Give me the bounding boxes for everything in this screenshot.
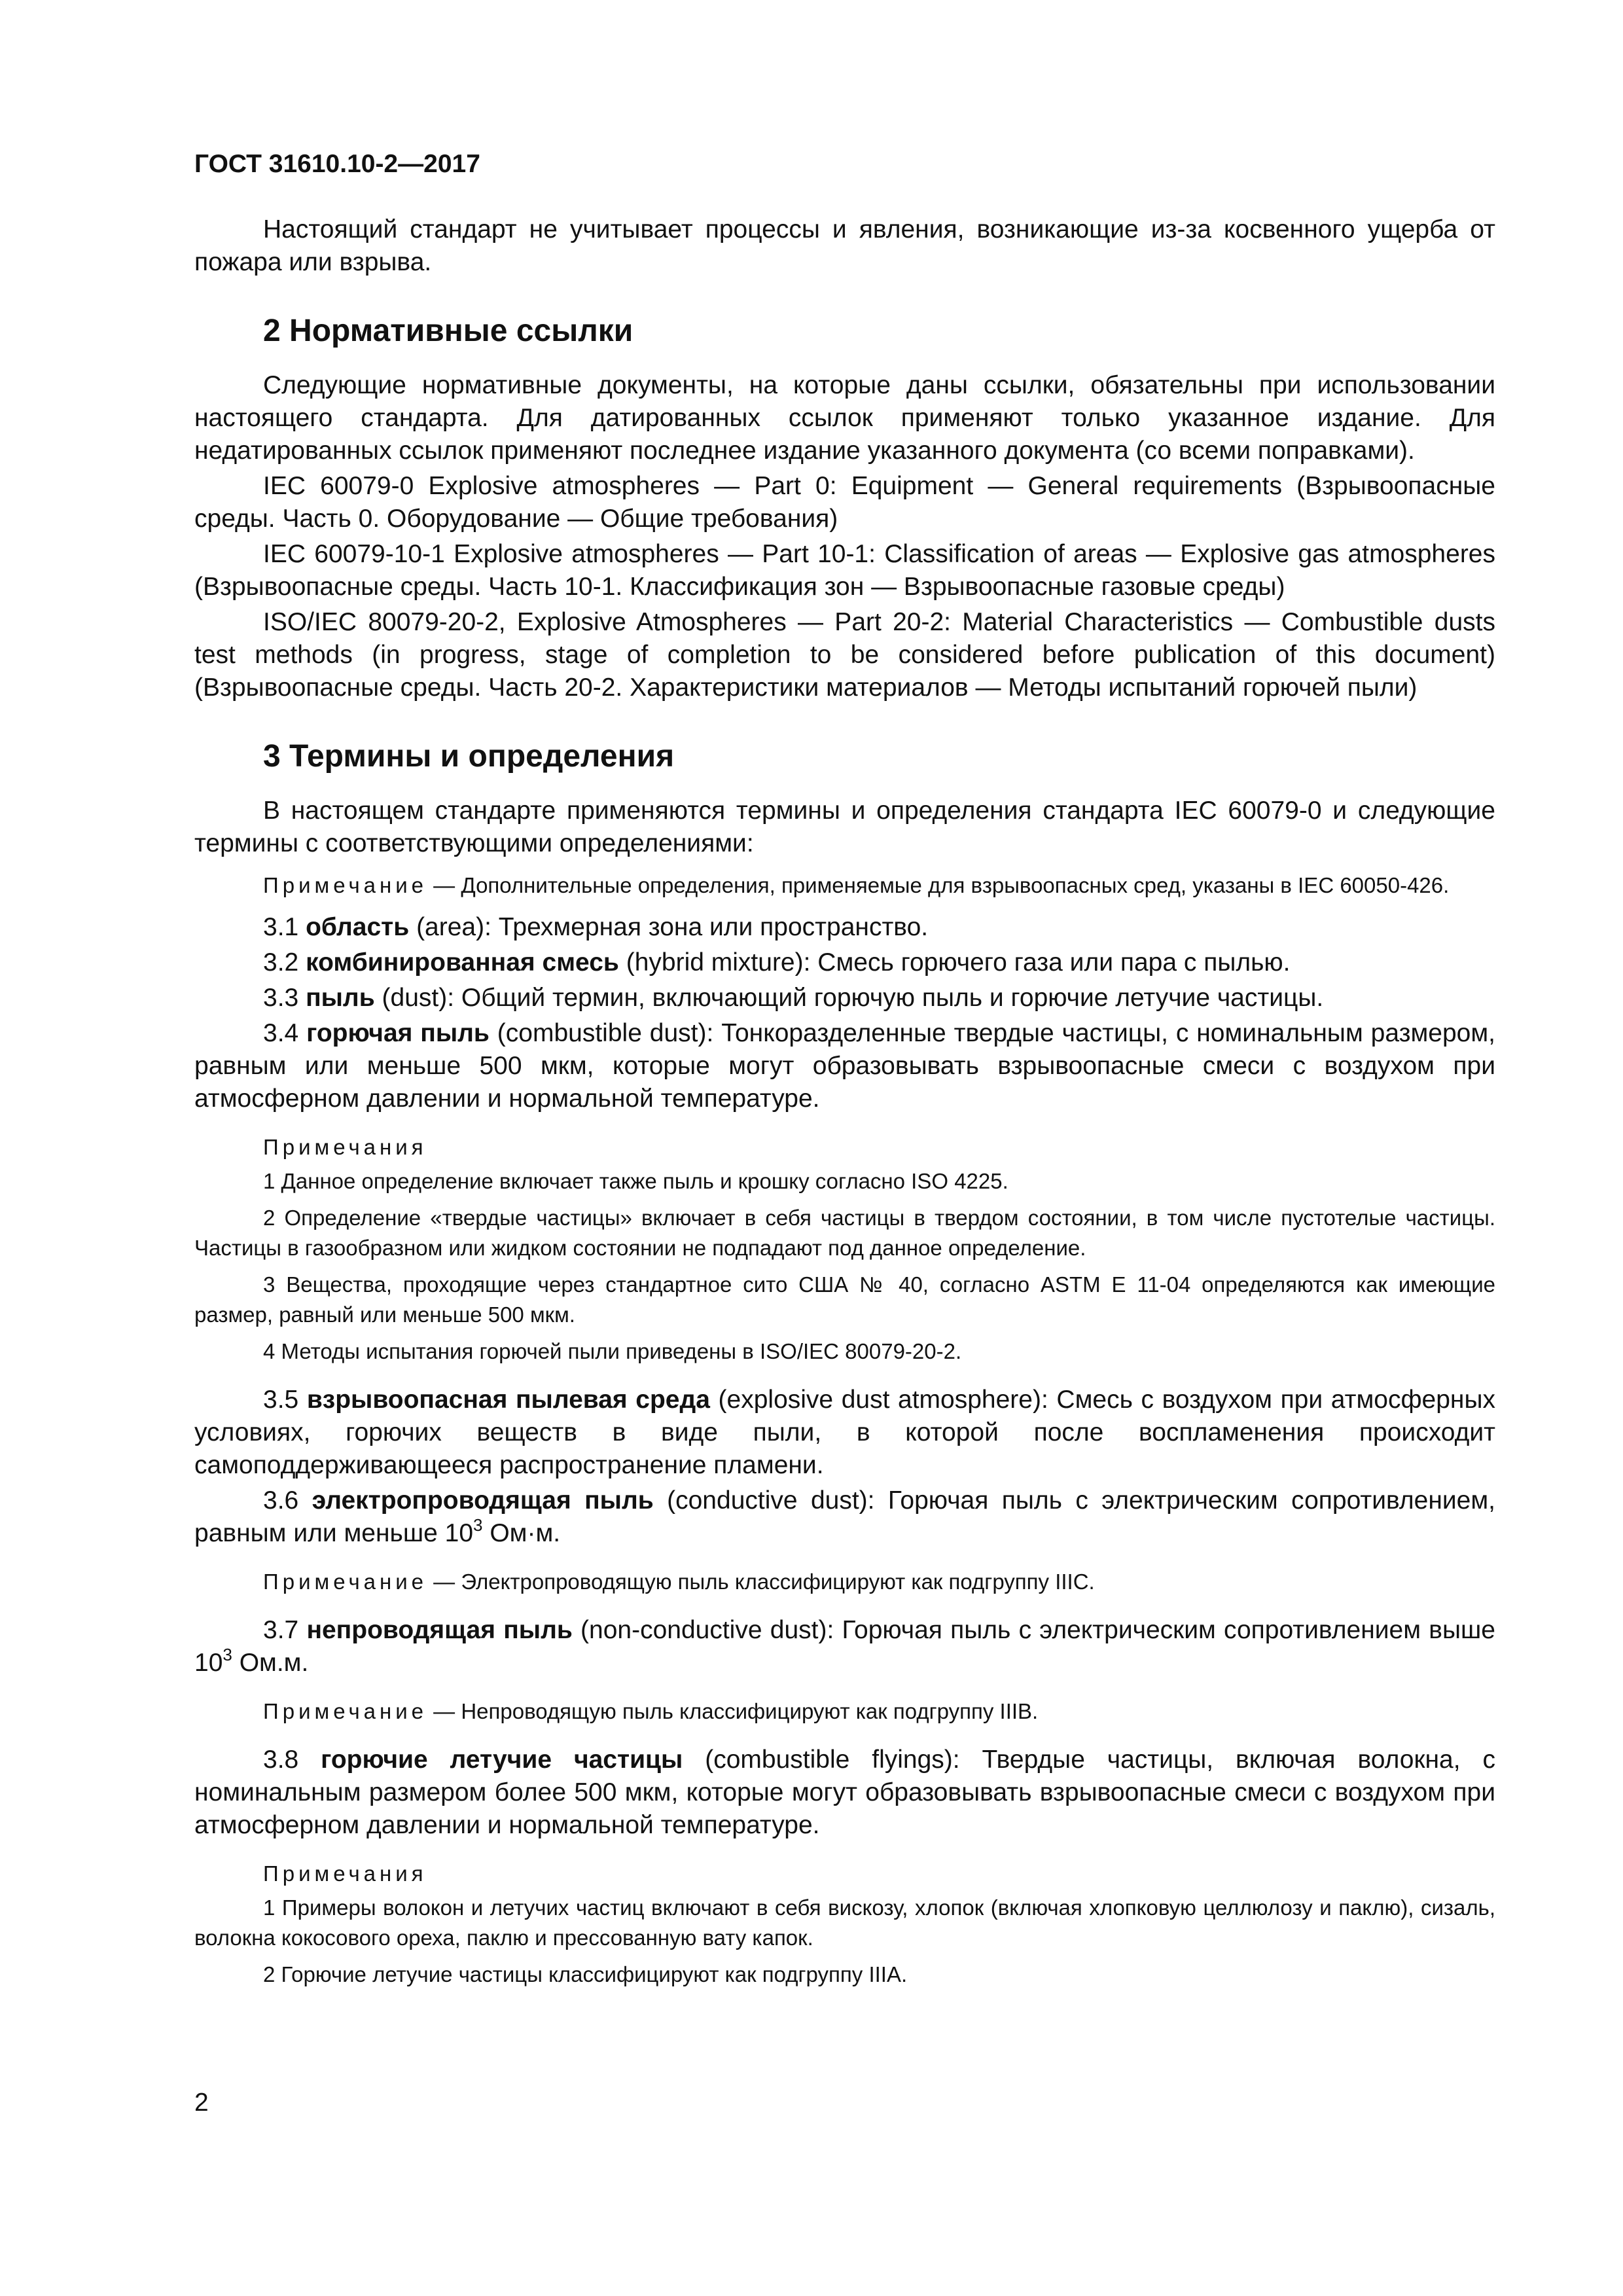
term-number: 3.6 [263, 1486, 312, 1515]
term-name: область [306, 913, 410, 941]
notes-heading: Примечания [263, 1135, 427, 1159]
term-number: 3.3 [263, 984, 306, 1012]
intro-paragraph: Настоящий стандарт не учитывает процессы и явления, возникающие из-за косвенного ущерба от пожара или взрыва. [194, 215, 1495, 276]
term-number: 3.1 [263, 913, 306, 941]
term-3-6 [194, 1484, 1495, 1550]
superscript: 3 [473, 1515, 483, 1535]
term-name: непроводящая пыль [306, 1616, 573, 1644]
term-name: пыль [306, 984, 375, 1012]
section-3-heading: 3 Термины и определения [263, 739, 675, 774]
term-3-1 [194, 911, 1495, 944]
reference-item: ISO/IEC 80079-20-2, Explosive Atmospheres — Part 20-2: Material Characteristics — Combustible dusts test methods (in progress, stage of completion to be considered before publication of this document) (Взрывоопасные среды. Часть 20-2. Характеристики материалов — Методы испытаний горючей пыли) [194, 608, 1495, 702]
term-number: 3.7 [263, 1616, 307, 1644]
term-3-7 [194, 1614, 1495, 1679]
reference-item: IEC 60079-10-1 Explosive atmospheres — Part 10-1: Classification of areas — Explosive gas atmospheres (Взрывоопасные среды. Часть 10-1. Классификация зон — Взрывоопасные газовые среды) [194, 540, 1495, 601]
term-name: горючие летучие частицы [321, 1746, 683, 1774]
note [194, 870, 1495, 901]
note-item: 1 Данное определение включает также пыль и крошку согласно ISO 4225. [263, 1169, 1008, 1193]
term-definition: (combustible dust): Тонкоразделенные твердые частицы, с номинальным размером, равным или меньше 500 мкм, которые могут образовывать взрывоопасные смеси с воздухом при атмосферном давлении и нормальной температуре. [194, 1019, 1495, 1113]
term-number: 3.2 [263, 948, 306, 977]
term-3-3 [194, 982, 1495, 1014]
section-2-heading: 2 Нормативные ссылки [263, 314, 633, 348]
notes-heading: Примечания [263, 1861, 427, 1886]
note-item: 4 Методы испытания горючей пыли приведены в ISO/IEC 80079-20-2. [263, 1339, 962, 1363]
term-name: горючая пыль [306, 1019, 490, 1047]
document-header: ГОСТ 31610.10-2—2017 [194, 150, 480, 178]
term-number: 3.4 [263, 1019, 307, 1047]
superscript: 3 [223, 1645, 232, 1664]
note-label: Примечание [263, 873, 428, 897]
term-definition: (explosive dust atmosphere): Смесь с воздухом при атмосферных условиях, горючих веществ в виде пыли, в которой после воспламенения происходит самоподдерживающееся распространение пламени. [194, 1386, 1495, 1479]
reference-item: IEC 60079-0 Explosive atmospheres — Part 0: Equipment — General requirements (Взрывоопасные среды. Часть 0. Оборудование — Общие требования) [194, 472, 1495, 533]
note [194, 1567, 1495, 1597]
term-definition: (hybrid mixture): Смесь горючего газа или пара с пылью. [618, 948, 1291, 977]
note-label: Примечание [263, 1570, 428, 1594]
term-definition: (area): Трехмерная зона или пространство. [409, 913, 929, 941]
note-text: — Электропроводящую пыль классифицируют как подгруппу IIIC. [427, 1570, 1095, 1594]
term-name: комбинированная смесь [306, 948, 619, 977]
note [194, 1696, 1495, 1727]
section-3-paragraph: В настоящем стандарте применяются термины и определения стандарта IEC 60079-0 и следующие термины с соответствующими определениями: [194, 797, 1495, 857]
term-definition-tail: Ом·м. [482, 1519, 561, 1547]
note-item: 2 Определение «твердые частицы» включает в себя частицы в твердом состоянии, в том числе пустотелые частицы. Частицы в газообразном или жидком состоянии не подпадают под данное определение. [194, 1206, 1495, 1260]
term-3-8 [194, 1744, 1495, 1842]
note-item: 1 Примеры волокон и летучих частиц включают в себя вискозу, хлопок (включая хлопковую целлюлозу и паклю), сизаль, волокна кокосового ореха, паклю и прессованную вату капок. [194, 1895, 1495, 1950]
term-definition: (combustible flyings): Твердые частицы, включая волокна, с номинальным размером более 500 мкм, которые могут образовывать взрывоопасные смеси с воздухом при атмосферном давлении и нормальной температуре. [194, 1746, 1495, 1839]
document-page [194, 148, 1495, 1990]
note-item: 3 Вещества, проходящие через стандартное сито США № 40, согласно ASTM E 11-04 определяются как имеющие размер, равный или меньше 500 мкм. [194, 1272, 1495, 1327]
note-label: Примечание [263, 1699, 428, 1723]
term-definition: (conductive dust): Горючая пыль с электрическим сопротивлением, равным или меньше 10 [194, 1486, 1495, 1547]
term-number: 3.8 [263, 1746, 321, 1774]
page-number: 2 [194, 2089, 209, 2117]
term-definition: (non-conductive dust): Горючая пыль с электрическим сопротивлением выше 10 [194, 1616, 1495, 1677]
term-3-2 [194, 946, 1495, 979]
term-3-5 [194, 1384, 1495, 1482]
note-text: — Дополнительные определения, применяемые для взрывоопасных сред, указаны в IEC 60050-426. [427, 873, 1450, 897]
term-3-4 [194, 1017, 1495, 1115]
note-item: 2 Горючие летучие частицы классифицируют как подгруппу IIIA. [263, 1962, 908, 1986]
term-name: электропроводящая пыль [312, 1486, 654, 1515]
term-definition: (dust): Общий термин, включающий горючую пыль и горючие летучие частицы. [374, 984, 1324, 1012]
term-name: взрывоопасная пылевая среда [306, 1386, 710, 1414]
term-number: 3.5 [263, 1386, 307, 1414]
section-2-paragraph: Следующие нормативные документы, на которые даны ссылки, обязательны при использовании настоящего стандарта. Для датированных ссылок применяют только указанное издание. Для недатированных ссылок применяют последнее издание указанного документа (со всеми поправками). [194, 371, 1495, 465]
term-definition-tail: Ом.м. [232, 1649, 309, 1677]
note-text: — Непроводящую пыль классифицируют как подгруппу IIIB. [427, 1699, 1039, 1723]
